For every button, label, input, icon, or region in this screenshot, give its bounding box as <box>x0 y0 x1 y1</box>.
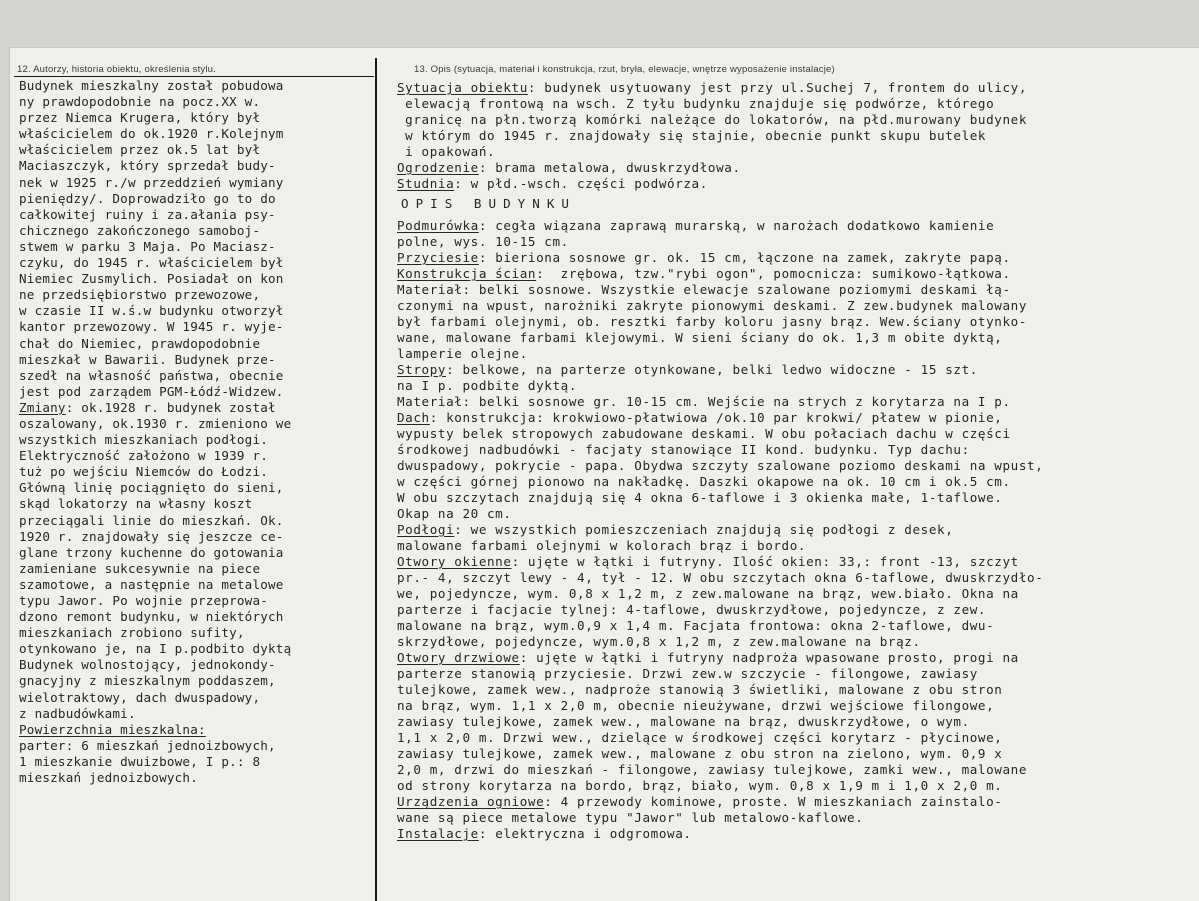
text-line: chał do Niemiec, prawdopodobnie <box>19 335 261 351</box>
text-line: właścicielem przez ok.5 lat był <box>19 142 261 158</box>
text-line: glane trzony kuchenne do gotowania <box>19 544 284 560</box>
text-line: kantor przewozowy. W 1945 r. wyje- <box>19 319 284 335</box>
text-line: szedł na własność państwa, obecnie <box>19 367 284 383</box>
text-line: zawiasy tulejkowe, zamek wew., malowane z obu stron na zielono, wym. 0,9 x <box>397 746 1003 761</box>
text-line: Niemiec Zusmylich. Posiadał on kon <box>19 271 284 287</box>
field-label: Sytuacja obiektu <box>397 80 528 95</box>
text-line: tulejkowe, zamek wew., nadproże stanowią 3 świetliki, malowane z obu stron <box>397 682 1003 697</box>
text-line: i opakowań. <box>397 144 496 159</box>
field-label: Stropy <box>397 362 447 377</box>
header-rule <box>14 76 374 77</box>
text-line: czonymi na wpust, narożniki zakryte pionowymi deskami. Z zew.budynek malowany <box>397 298 1028 313</box>
text-line: w czasie II w.ś.w budynku otworzył <box>19 303 284 319</box>
zmiany-line: Zmiany: ok.1928 r. budynek został <box>19 399 276 415</box>
text-line: 1920 r. znajdowały się jeszcze ce- <box>19 528 284 544</box>
text-line: wane, malowane farbami klejowymi. W sieni ściany do ok. 1,3 m obite dyktą, <box>397 330 1003 345</box>
text-line: parter: 6 mieszkań jednoizbowych, <box>19 737 276 753</box>
text-line: granicę na płn.tworzą komórki należące do lokatorów, na płd.murowany budynek <box>397 112 1028 127</box>
text-line: malowane na brąz, wym.0,9 x 1,4 m. Facjata frontowa: okna 2-taflowe, dwu- <box>397 618 995 633</box>
text-line: mieszkaniach zrobiono sufity, <box>19 625 245 641</box>
text-line: pr.- 4, szczyt lewy - 4, tył - 12. W obu szczytach okna 6-taflowe, dwuskrzydło- <box>397 570 1044 585</box>
ogrodzenie-line: Ogrodzenie: brama metalowa, dwuskrzydłowa. <box>397 160 741 175</box>
urzadzenia-ogniowe-line: Urządzenia ogniowe: 4 przewody kominowe, proste. W mieszkaniach zainstalo- <box>397 794 1003 809</box>
text-line: przez Niemca Krugera, który był <box>19 110 261 126</box>
field-label: Dach <box>397 410 430 425</box>
left-column-header: 12. Autorzy, historia obiektu, określenia stylu. <box>17 64 216 75</box>
column-divider <box>375 58 377 901</box>
text-line: nek w 1925 r./w przeddzień wymiany <box>19 174 284 190</box>
description-column <box>397 80 1195 842</box>
text-line: tuż po wejściu Niemców do Łodzi. <box>19 464 269 480</box>
text-line: od strony korytarza na bordo, brąz, biało, wym. 0,8 x 1,9 m i 1,0 x 2,0 m. <box>397 778 1003 793</box>
text-line: ny prawdopodobnie na pocz.XX w. <box>19 94 261 110</box>
otwory-okienne-line: Otwory okienne: ujęte w łątki i futryny. Ilość okien: 33,: front -13, szczyt <box>397 554 1019 569</box>
otwory-drzwiowe-line: Otwory drzwiowe: ujęte w łątki i futryny nadproża wpasowane prosto, progi na <box>397 650 1019 665</box>
field-label: Podłogi <box>397 522 455 537</box>
text-line: polne, wys. 10-15 cm. <box>397 234 569 249</box>
text-line: gnacyjny z mieszkalnym poddaszem, <box>19 673 276 689</box>
text-line: Elektryczność założono w 1939 r. <box>19 448 269 464</box>
przyciesie-line: Przyciesie: bieriona sosnowe gr. ok. 15 cm, łączone na zamek, zakryte papą. <box>397 250 1011 265</box>
text-line: szamotowe, a następnie na metalowe <box>19 576 284 592</box>
text-line: czyku, do 1945 r. właścicielem był <box>19 255 284 271</box>
text-line: zawiasy tulejkowe, zamek wew., malowane na brąz, dwuskrzydłowe, o wym. <box>397 714 970 729</box>
text-line: dwuspadowy, pokrycie - papa. Obydwa szczyty szalowane poziomo deskami na wpust, <box>397 458 1044 473</box>
text-line: Budynek wolnostojący, jednokondy- <box>19 657 276 673</box>
text-line: skąd lokatorzy na własny koszt <box>19 496 253 512</box>
text-line: 2,0 m, drzwi do mieszkań - filongowe, zawiasy tulejkowe, zamki wew., malowane <box>397 762 1028 777</box>
stropy-line: Stropy: belkowe, na parterze otynkowane, belki ledwo widoczne - 15 szt. <box>397 362 978 377</box>
text-line: na I p. podbite dyktą. <box>397 378 578 393</box>
text-line: 1,1 x 2,0 m. Drzwi wew., dzielące w środkowej części korytarz - płycinowe, <box>397 730 1003 745</box>
text-line: malowane farbami olejnymi w kolorach brąz i bordo. <box>397 538 807 553</box>
field-label: Otwory okienne <box>397 554 512 569</box>
sytuacja-line: Sytuacja obiektu: budynek usytuowany jest przy ul.Suchej 7, frontem do ulicy, <box>397 80 1028 95</box>
text-line: typu Jawor. Po wojnie przeprowa- <box>19 593 269 608</box>
text-line: chicznego zakończonego samoboj- <box>19 222 261 238</box>
text-line: elewacją frontową na wsch. Z tyłu budynku znajduje się podwórze, którego <box>397 96 995 111</box>
text-line: Materiał: belki sosnowe. Wszystkie elewacje szalowane poziomymi deskami łą- <box>397 282 1011 297</box>
text-line: wszystkich mieszkaniach podłogi. <box>19 432 269 448</box>
text-line: Budynek mieszkalny został pobudowa <box>19 78 284 93</box>
text-line: mieszkań jednoizbowych. <box>19 770 198 786</box>
text-line: stwem w parku 3 Maja. Po Maciasz- <box>19 238 276 254</box>
field-label: Konstrukcja ścian <box>397 266 537 281</box>
text-line: skrzydłowe, pojedyncze, wym.0,8 x 1,2 m, z zew.malowane na brąz. <box>397 634 921 649</box>
text-line: we, pojedyncze, wym. 0,8 x 1,2 m, z zew.malowane na brąz, wew.biało. Okna na <box>397 586 1019 601</box>
text-line: otynkowano je, na I p.podbito dyktą <box>19 641 292 657</box>
text-line: właścicielem do ok.1920 r.Kolejnym <box>19 126 284 142</box>
field-label: Zmiany <box>19 399 66 415</box>
text-line: w części górnej pionowo na nakładkę. Daszki okapowe na ok. 10 cm i ok.5 cm. <box>397 474 1011 489</box>
field-label: Instalacje <box>397 826 479 841</box>
field-label: Studnia <box>397 176 455 191</box>
podlogi-line: Podłogi: we wszystkich pomieszczeniach znajdują się podłogi z desek, <box>397 522 954 537</box>
text-line: Główną linię pociągnięto do sieni, <box>19 480 284 496</box>
dach-line: Dach: konstrukcja: krokwiowo-płatwiowa /ok.10 par krokwi/ płatew w pionie, <box>397 410 1003 425</box>
podmurowka-line: Podmurówka: cegła wiązana zaprawą murarską, w narożach dodatkowo kamienie <box>397 218 995 233</box>
field-label: Przyciesie <box>397 250 479 265</box>
text-line: był farbami olejnymi, ob. resztki farby koloru jasny brąz. Wew.ściany otynko- <box>397 314 1028 329</box>
text-line: dzono remont budynku, w niektórych <box>19 609 284 625</box>
opis-budynku-heading: OPIS BUDYNKU <box>401 196 576 211</box>
text-line: wane są piece metalowe typu "Jawor" lub metalowo-kaflowe. <box>397 810 864 825</box>
text-line: W obu szczytach znajdują się 4 okna 6-taflowe i 3 okienka małe, 1-taflowe. <box>397 490 1003 505</box>
text-line: ne przedsiębiorstwo przewozowe, <box>19 287 261 303</box>
text-line: z nadbudówkami. <box>19 705 136 721</box>
text-line: mieszkał w Bawarii. Budynek prze- <box>19 351 276 367</box>
field-label: Podmurówka <box>397 218 479 233</box>
text-line: Okap na 20 cm. <box>397 506 512 521</box>
text-line: Materiał: belki sosnowe gr. 10-15 cm. Wejście na strych z korytarza na I p. <box>397 394 1011 409</box>
text-line: zamieniane sukcesywnie na piece <box>19 560 261 576</box>
text-line: środkowej nadbudówki - facjaty stanowiące II kond. budynku. Typ dachu: <box>397 442 970 457</box>
field-label: Ogrodzenie <box>397 160 479 175</box>
text-line: pieniędzy/. Doprowadziło go to do <box>19 190 276 206</box>
studnia-line: Studnia: w płd.-wsch. części podwórza. <box>397 176 708 191</box>
text-line: oszalowany, ok.1930 r. zmieniono we <box>19 415 292 431</box>
text-line: wypusty belek stropowych zabudowane deskami. W obu połaciach dachu w części <box>397 426 1011 441</box>
powierzchnia-heading: Powierzchnia mieszkalna: <box>19 721 206 737</box>
field-label: Otwory drzwiowe <box>397 650 520 665</box>
text-line: parterze stanowią przyciesie. Drzwi zew.w szczycie - filongowe, zawiasy <box>397 666 978 681</box>
text-line: przeciągali linie do mieszkań. Ok. <box>19 512 284 528</box>
konstrukcja-line: Konstrukcja ścian: zrębowa, tzw."rybi ogon", pomocnicza: sumikowo-łątkowa. <box>397 266 1011 281</box>
text-line: jest pod zarządem PGM-Łódź-Widzew. <box>19 383 284 399</box>
text-line: Maciaszczyk, który sprzedał budy- <box>19 158 276 174</box>
right-column-header: 13. Opis (sytuacja, materiał i konstrukcja, rzut, bryła, elewacje, wnętrze wyposażenie instalacje) <box>414 64 835 75</box>
text-line: w którym do 1945 r. znajdowały się stajnie, obecnie punkt skupu butelek <box>397 128 987 143</box>
text-line: całkowitej ruiny i za.ałania psy- <box>19 206 276 222</box>
field-label: Urządzenia ogniowe <box>397 794 545 809</box>
history-column <box>19 78 371 786</box>
text-line: lamperie olejne. <box>397 346 528 361</box>
text-line: 1 mieszkanie dwuizbowe, I p.: 8 <box>19 753 261 769</box>
text-line: parterze i facjacie tylnej: 4-taflowe, dwuskrzydłowe, pojedyncze, z zew. <box>397 602 987 617</box>
text-line: wielotraktowy, dach dwuspadowy, <box>19 689 261 705</box>
instalacje-line: Instalacje: elektryczna i odgromowa. <box>397 826 692 841</box>
text-line: na brąz, wym. 1,1 x 2,0 m, obecnie nieużywane, drzwi wejściowe filongowe, <box>397 698 995 713</box>
